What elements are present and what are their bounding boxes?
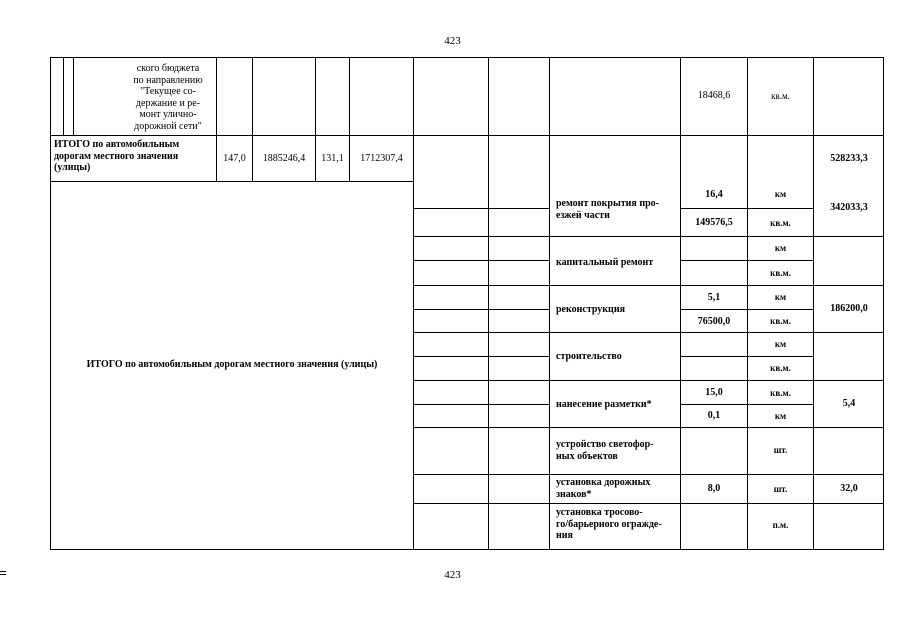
work-name — [556, 399, 680, 411]
total-v2: 1885246,4 — [262, 153, 306, 164]
work-value: 15,0 — [705, 387, 723, 398]
work-name-line: капитальный ремонт — [556, 257, 654, 268]
work-unit: кв.м. — [770, 218, 791, 228]
continued-line: держание и ре- — [135, 97, 201, 109]
work-name-line: нанесение разметки* — [556, 399, 652, 410]
work-unit: км — [774, 339, 787, 349]
work-name — [556, 304, 680, 316]
work-unit: кв.м. — [770, 268, 791, 278]
continued-area: 18468,6 — [697, 90, 731, 101]
total-label-line: (улицы) — [54, 162, 91, 173]
work-value: 76500,0 — [697, 316, 731, 327]
work-sum: 5,4 — [842, 398, 856, 409]
work-value: 8,0 — [707, 483, 721, 494]
page-number-top: 423 — [444, 35, 461, 47]
work-name-line: ных объектов — [556, 450, 618, 462]
total-v3: 131,1 — [321, 153, 344, 164]
work-name-line: установка дорожных — [556, 477, 651, 488]
work-name — [556, 507, 680, 542]
work-name-line: строительство — [556, 351, 622, 362]
work-name-line: устройство светофор- — [556, 439, 654, 450]
continued-line: "Текущее со- — [140, 86, 196, 97]
page-number-bottom: 423 — [444, 569, 461, 581]
work-name-line: реконструкция — [556, 304, 625, 315]
work-name — [556, 439, 680, 462]
total-label-line: ИТОГО по автомобильным — [54, 139, 180, 150]
work-unit: п.м. — [772, 520, 789, 530]
continued-line: монт улично- — [139, 109, 197, 120]
continued-line: ского бюджета — [136, 63, 200, 74]
work-value: 5,1 — [707, 292, 721, 303]
work-name-line: ремонт покрытия про- — [556, 198, 659, 209]
total-v1: 147,0 — [223, 153, 246, 164]
continued-row-text — [120, 63, 216, 132]
work-name-line: ния — [556, 530, 573, 541]
work-unit: кв.м. — [770, 388, 791, 398]
work-value: 0,1 — [707, 410, 721, 421]
work-name-line: установка тросово- — [556, 507, 643, 518]
work-name-line: езжей части — [556, 209, 610, 221]
total-row-label — [54, 139, 216, 174]
work-unit: шт. — [773, 484, 788, 494]
work-sum: 32,0 — [840, 483, 858, 494]
work-value: 16,4 — [705, 189, 723, 200]
work-name — [556, 257, 680, 269]
continued-line: по направлению — [133, 74, 203, 86]
total-sum: 528233,3 — [830, 153, 868, 164]
work-name — [556, 198, 680, 221]
work-name — [556, 477, 680, 500]
work-unit: шт. — [773, 445, 788, 455]
work-unit: кв.м. — [770, 316, 791, 326]
continued-unit: кв.м. — [771, 91, 790, 101]
work-name-line: го/барьерного огражде- — [556, 518, 662, 530]
work-unit: км — [774, 292, 787, 302]
work-name — [556, 351, 680, 363]
continued-line: дорожной сети" — [134, 120, 202, 132]
work-sum: 186200,0 — [830, 303, 868, 314]
work-name-line: знаков* — [556, 488, 592, 500]
work-unit: км — [774, 411, 787, 421]
summary-label: ИТОГО по автомобильным дорогам местного значения (улицы) — [86, 359, 378, 370]
work-unit: км — [774, 243, 787, 253]
total-v4: 1712307,4 — [360, 153, 403, 164]
work-unit: км — [774, 189, 787, 199]
work-value: 149576,5 — [695, 217, 733, 228]
total-label-line: дорогам местного значения — [54, 150, 179, 162]
work-unit: кв.м. — [770, 363, 791, 373]
work-sum: 342033,3 — [830, 202, 868, 213]
